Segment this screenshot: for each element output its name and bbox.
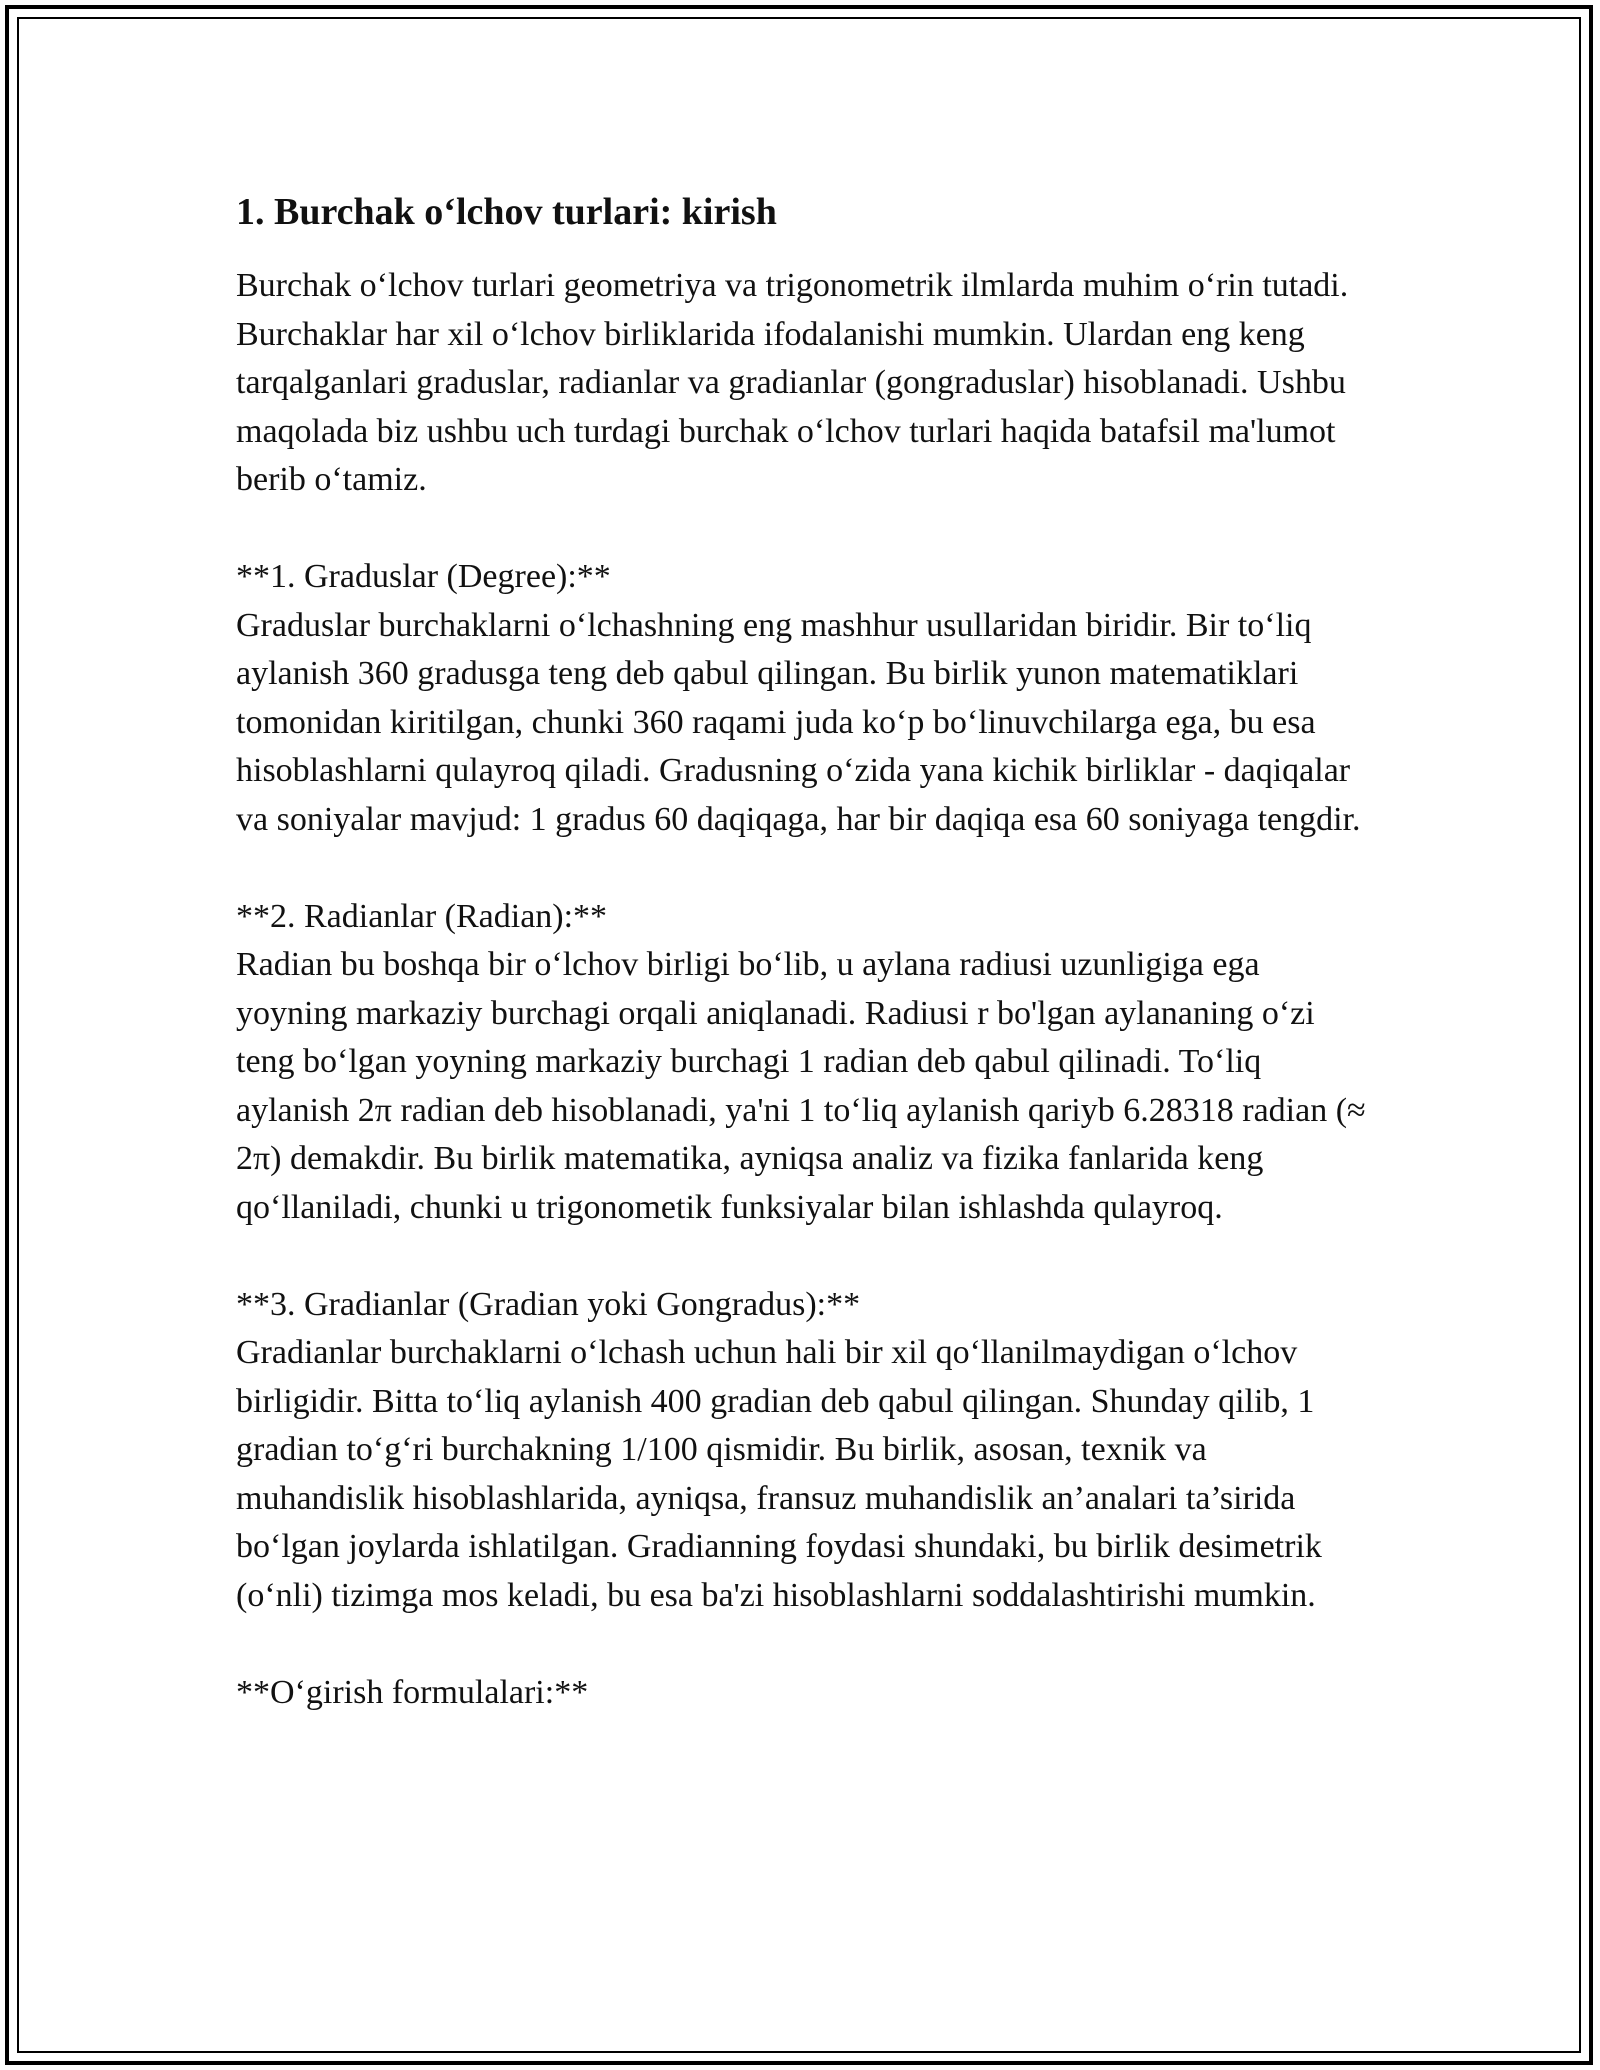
section-heading: **1. Graduslar (Degree):** [236,558,611,595]
section-radian [236,893,1376,1233]
document-title: 1. Burchak o‘lchov turlari: kirish [236,191,777,233]
section-text: Gradianlar burchaklarni o‘lchash uchun hali bir xil qo‘llanilmaydigan o‘lchov birligidir. Bitta to‘liq aylanish 400 gradian deb qabul qilingan. Shunday qilib, 1 gradian to‘g‘ri burchakning 1/100 qismidir. Bu birlik, asosan, texnik va muhandislik hisoblashlarida, ayniqsa, fransuz muhandislik an’analari ta’sirida bo‘lgan joylarda ishlatilgan. Gradianning foydasi shundaki, bu birlik desimetrik (o‘nli) tizimga mos keladi, bu esa ba'zi hisoblashlarni soddalashtirishi mumkin. [236,1334,1322,1614]
section-text: Graduslar burchaklarni o‘lchashning eng mashhur usullaridan biridir. Bir to‘liq aylanish 360 gradusga teng deb qabul qilingan. Bu birlik yunon matematiklari tomonidan kiritilgan, chunki 360 raqami juda ko‘p bo‘linuvchilarga ega, bu esa hisoblashlarni qulayroq qiladi. Gradusning o‘zida yana kichik birliklar - daqiqalar va soniyalar mavjud: 1 gradus 60 daqiqaga, har bir daqiqa esa 60 soniyaga tengdir. [236,606,1361,838]
conversion-formulas-heading: **O‘girish formulalari:** [236,1673,589,1711]
section-heading: **2. Radianlar (Radian):** [236,897,608,935]
section-degree [236,553,1376,844]
intro-paragraph: Burchak o‘lchov turlari geometriya va trigonometrik ilmlarda muhim o‘rin tutadi. Burchaklar har xil o‘lchov birliklarida ifodalanishi mumkin. Ulardan eng keng tarqalganlari graduslar, radianlar va gradianlar (gongraduslar) hisoblanadi. Ushbu maqolada biz ushbu uch turdagi burchak o‘lchov turlari haqida batafsil ma'lumot berib o‘tamiz. [236,267,1349,498]
section-heading: **3. Gradianlar (Gradian yoki Gongradus):** [236,1285,861,1323]
section-text: Radian bu boshqa bir o‘lchov birligi bo‘lib, u aylana radiusi uzunligiga ega yoyning markaziy burchagi orqali aniqlanadi. Radiusi r bo'lgan aylananing o‘zi teng bo‘lgan yoyning markaziy burchagi 1 radian deb qabul qilinadi. To‘liq aylanish 2π radian deb hisoblanadi, ya'ni 1 to‘liq aylanish qariyb 6.28318 radian (≈ 2π) demakdir. Bu birlik matematika, ayniqsa analiz va fizika fanlarida keng qo‘llaniladi, chunki u trigonometik funksiyalar bilan ishlashda qulayroq. [236,946,1366,1226]
document-body [236,188,1376,1766]
section-gradian [236,1281,1376,1621]
